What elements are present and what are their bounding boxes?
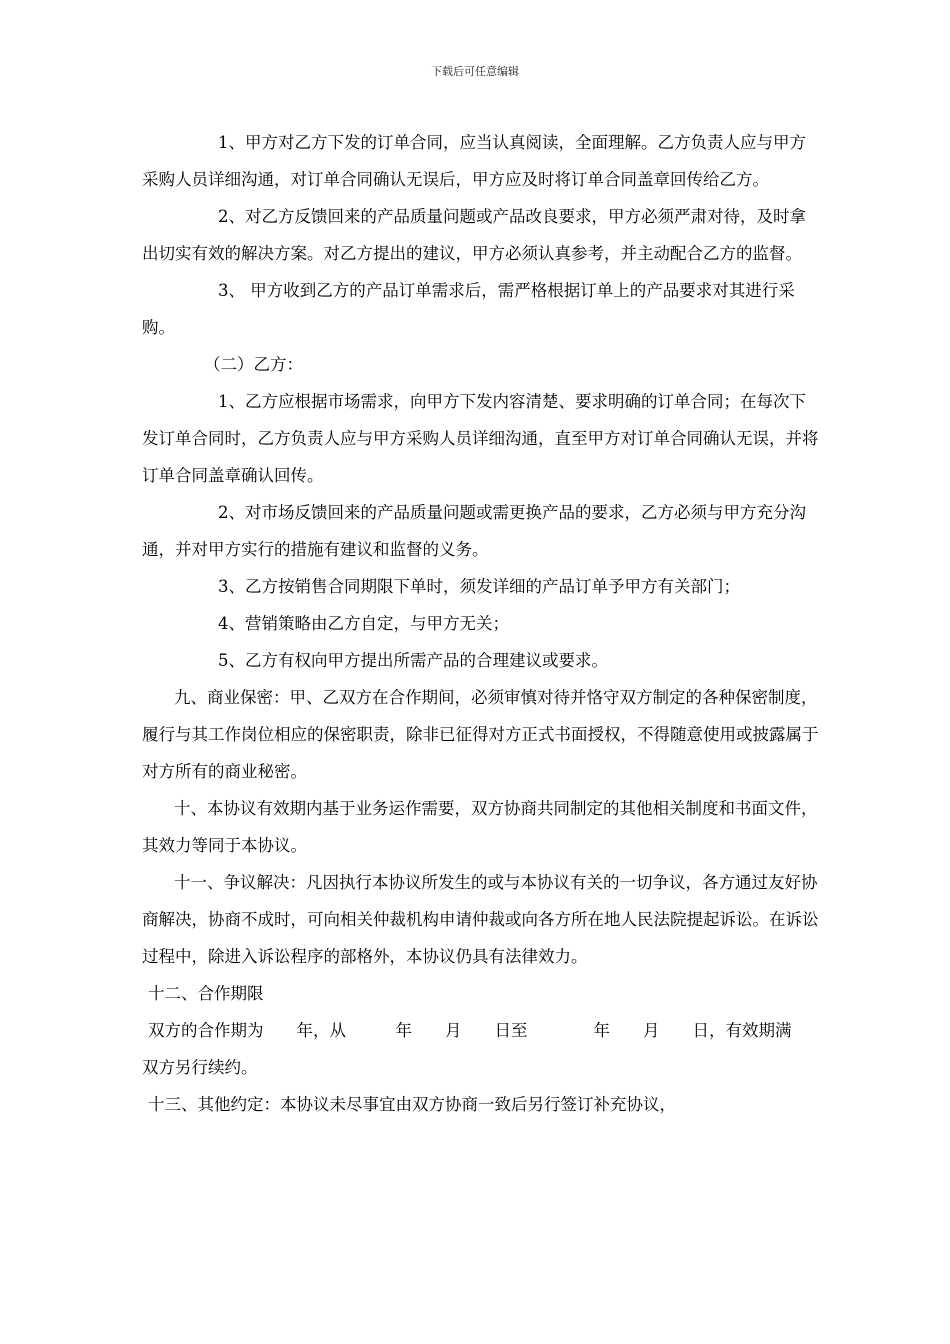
paragraph-party-b-item-4: 4、营销策略由乙方自定，与甲方无关； bbox=[218, 614, 509, 633]
paragraph-party-a-item-3: 3、 甲方收到乙方的产品订单需求后，需严格根据订单上的产品要求对其进行采购。 bbox=[142, 281, 795, 337]
paragraph-other-agreements: 十三、其他约定：本协议未尽事宜由双方协商一致后另行签订补充协议， bbox=[148, 1095, 676, 1114]
paragraph-renewal: 双方另行续约。 bbox=[142, 1058, 258, 1077]
section-heading-cooperation-term: 十二、合作期限 bbox=[148, 984, 264, 1003]
paragraph-related-documents: 十、本协议有效期内基于业务运作需要，双方协商共同制定的其他相关制度和书面文件，其效力等同于本协议。 bbox=[142, 799, 818, 855]
paragraph-party-b-item-5: 5、乙方有权向甲方提出所需产品的合理建议或要求。 bbox=[218, 651, 608, 670]
paragraph-confidentiality: 九、商业保密：甲、乙双方在合作期间，必须审慎对待并恪守双方制定的各种保密制度，履行与其工作岗位相应的保密职责，除非已征得对方正式书面授权，不得随意使用或披露属于对方所有的商业秘密。 bbox=[142, 688, 819, 781]
paragraph-dispute-resolution: 十一、争议解决：凡因执行本协议所发生的或与本协议有关的一切争议，各方通过友好协商解决，协商不成时，可向相关仲裁机构申请仲裁或向各方所在地人民法院提起诉讼。在诉讼过程中，除进入诉讼程序的部格外，本协议仍具有法律效力。 bbox=[142, 873, 819, 966]
paragraph-party-b-item-2: 2、对市场反馈回来的产品质量问题或需更换产品的要求，乙方必须与甲方充分沟通，并对甲方实行的措施有建议和监督的义务。 bbox=[142, 503, 806, 559]
page-header-note: 下载后可任意编辑 bbox=[431, 65, 519, 78]
document-body bbox=[142, 124, 822, 1123]
paragraph-party-b-item-3: 3、乙方按销售合同期限下单时，须发详细的产品订单予甲方有关部门； bbox=[218, 577, 740, 596]
paragraph-cooperation-term-dates: 双方的合作期为 年，从 年 月 日至 年 月 日，有效期满 bbox=[148, 1021, 792, 1040]
section-heading-party-b: （二）乙方： bbox=[204, 355, 303, 374]
paragraph-party-b-item-1: 1、乙方应根据市场需求，向甲方下发内容清楚、要求明确的订单合同；在每次下发订单合同时，乙方负责人应与甲方采购人员详细沟通，直至甲方对订单合同确认无误，并将订单合同盖章确认回传。 bbox=[142, 392, 819, 485]
paragraph-party-a-item-2: 2、对乙方反馈回来的产品质量问题或产品改良要求，甲方必须严肃对待，及时拿出切实有效的解决方案。对乙方提出的建议，甲方必须认真参考，并主动配合乙方的监督。 bbox=[142, 207, 806, 263]
paragraph-party-a-item-1: 1、甲方对乙方下发的订单合同，应当认真阅读，全面理解。乙方负责人应与甲方采购人员详细沟通，对订单合同确认无误后，甲方应及时将订单合同盖章回传给乙方。 bbox=[142, 133, 806, 189]
